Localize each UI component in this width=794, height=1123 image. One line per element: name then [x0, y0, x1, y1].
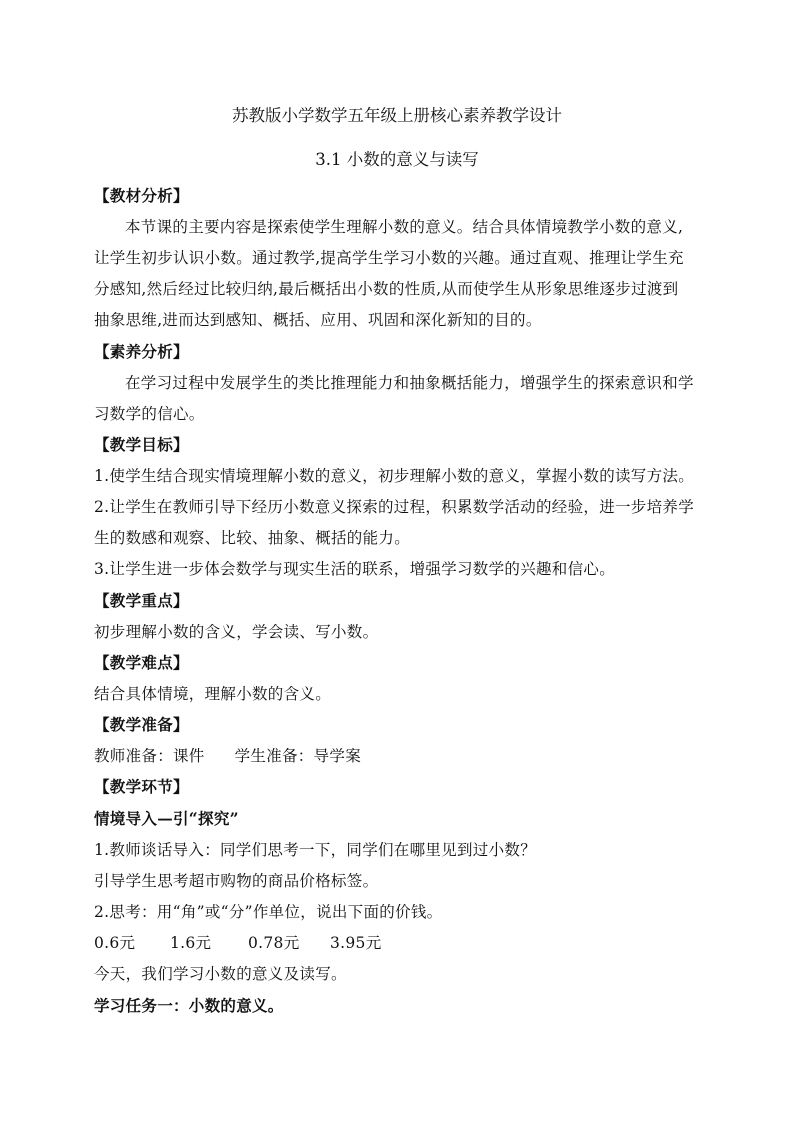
teacher-preparation: 教师准备：课件 [94, 747, 205, 765]
heading-literacy-analysis: 【素养分析】 [94, 342, 189, 361]
paragraph-line: 本节课的主要内容是探索使学生理解小数的意义。结合具体情境教学小数的意义, [125, 218, 684, 236]
price-list [94, 933, 382, 953]
heading-difficulties: 【教学难点】 [94, 653, 189, 672]
today-text: 今天，我们学习小数的意义及读写。 [94, 965, 347, 983]
intro-step: 1.教师谈话导入：同学们思考一下，同学们在哪里见到过小数？ [94, 841, 536, 859]
document-title: 苏教版小学数学五年级上册核心素养教学设计 [232, 106, 562, 125]
lesson-subtitle: 3.1 小数的意义与读写 [315, 150, 479, 169]
heading-teaching-process: 【教学环节】 [94, 777, 189, 796]
difficulty-text: 结合具体情境，理解小数的含义。 [94, 685, 332, 703]
student-preparation: 学生准备：导学案 [234, 747, 362, 765]
price-item: 0.78元 [248, 934, 300, 952]
price-item: 0.6元 [94, 934, 136, 952]
intro-heading: 情境导入—引“探究” [94, 809, 239, 828]
goal-item: 1.使学生结合现实情境理解小数的意义，初步理解小数的意义，掌握小数的读写方法。 [94, 467, 694, 485]
paragraph-line: 抽象思维,进而达到感知、概括、应用、巩固和深化新知的目的。 [94, 311, 542, 329]
task1-heading: 学习任务一：小数的意义。 [94, 996, 284, 1015]
heading-key-points: 【教学重点】 [94, 591, 189, 610]
paragraph-line: 在学习过程中发展学生的类比推理能力和抽象概括能力，增强学生的探索意识和学 [125, 374, 694, 392]
goal-item: 2.让学生在教师引导下经历小数意义探索的过程，积累数学活动的经验，进一步培养学 [94, 498, 694, 516]
goal-item: 3.让学生进一步体会数学与现实生活的联系，增强学习数学的兴趣和信心。 [94, 560, 615, 578]
heading-material-analysis: 【教材分析】 [94, 186, 189, 205]
price-item: 3.95元 [330, 934, 382, 952]
goal-item-continued: 生的数感和观察、比较、抽象、概括的能力。 [94, 529, 411, 547]
intro-step: 引导学生思考超市购物的商品价格标签。 [94, 872, 379, 890]
paragraph-line: 分感知,然后经过比较归纳,最后概括出小数的性质,从而使学生从形象思维逐步过渡到 [94, 280, 679, 298]
price-item: 1.6元 [170, 934, 212, 952]
paragraph-line: 习数学的信心。 [94, 405, 205, 423]
intro-step: 2.思考：用“角”或“分”作单位，说出下面的价钱。 [94, 903, 443, 921]
heading-teaching-goals: 【教学目标】 [94, 435, 189, 454]
preparation-line [94, 746, 361, 766]
heading-preparation: 【教学准备】 [94, 715, 189, 734]
paragraph-line: 让学生初步认识小数。通过教学,提高学生学习小数的兴趣。通过直观、推理让学生充 [94, 249, 684, 267]
key-point-text: 初步理解小数的含义，学会读、写小数。 [94, 623, 379, 641]
